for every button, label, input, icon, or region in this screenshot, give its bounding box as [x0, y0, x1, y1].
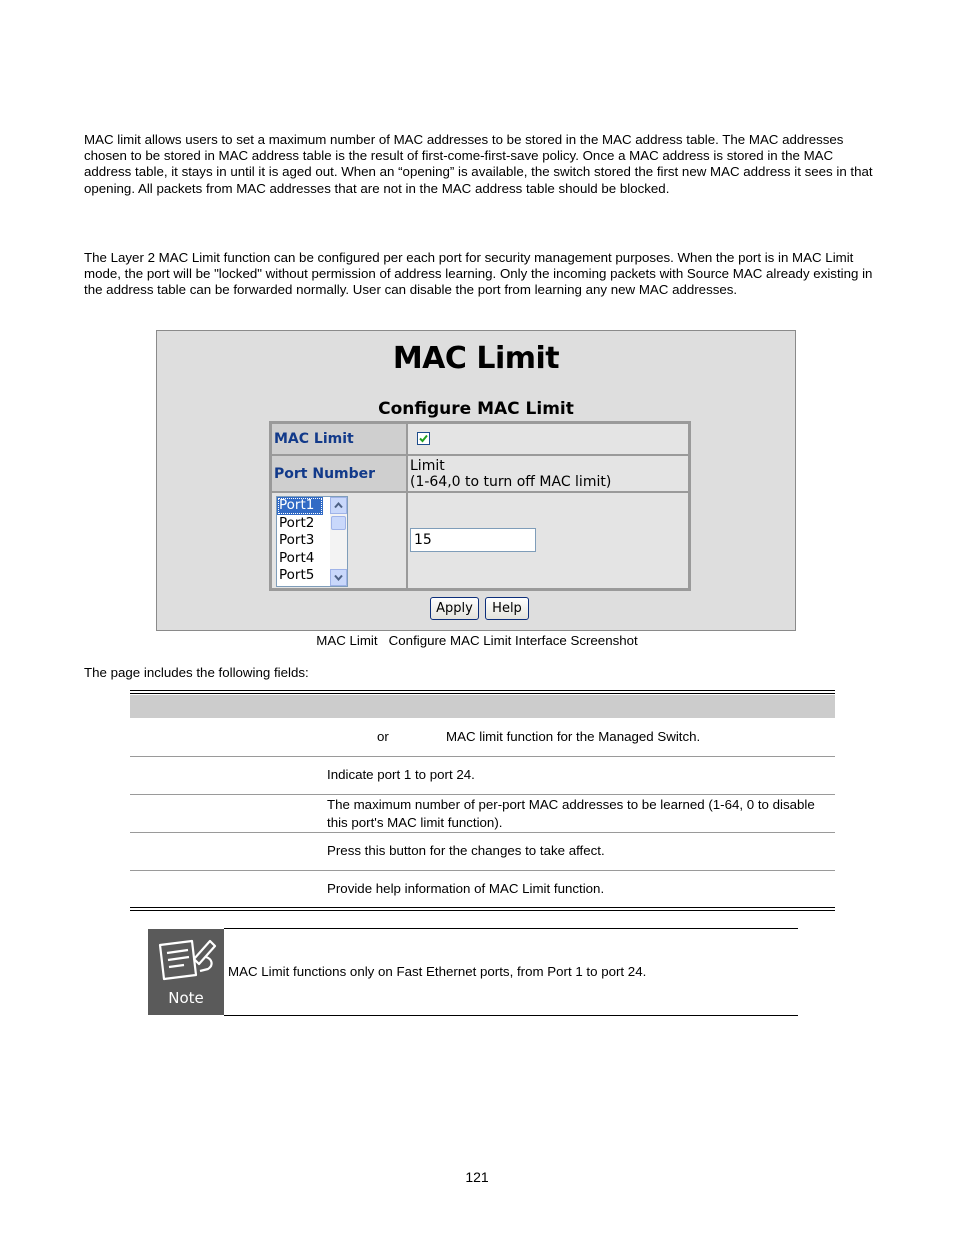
fields-intro: The page includes the following fields: — [84, 665, 309, 680]
page-number: 121 — [465, 1169, 489, 1185]
port-listbox[interactable] — [276, 496, 348, 587]
table-row — [130, 757, 835, 795]
port-option-5[interactable]: Port5 — [279, 567, 315, 584]
apply-button[interactable]: Apply — [430, 597, 479, 620]
mac-limit-checkbox[interactable] — [417, 432, 430, 445]
scroll-up-button[interactable] — [330, 497, 347, 514]
table-row — [130, 871, 835, 907]
caption-part-2: Configure MAC Limit Interface Screenshot — [388, 633, 638, 648]
limit-label: Limit — [410, 458, 445, 474]
figure-caption — [0, 633, 954, 648]
description-cell: Press this button for the changes to take affect. — [327, 843, 605, 858]
note-label: Note — [168, 989, 204, 1007]
mac-limit-label: MAC Limit — [271, 423, 407, 455]
note-icon — [148, 929, 224, 1015]
intro-paragraph-2: The Layer 2 MAC Limit function can be configured per each port for security management purposes. When the port is in MAC Limit mode, the port will be "locked" without permission of address learning. Only the incoming packets with Source MAC already existing in the address table can be forwarded normally. User can disable the port from learning any new MAC addresses. — [84, 250, 873, 298]
limit-input[interactable] — [410, 528, 536, 552]
description-text: MAC limit function for the Managed Switch. — [446, 729, 701, 744]
table-row — [130, 795, 835, 833]
port-option-2[interactable]: Port2 — [279, 514, 315, 531]
notepad-pen-icon — [148, 929, 224, 989]
scroll-thumb[interactable] — [331, 516, 346, 530]
description-cell: Indicate port 1 to port 24. — [327, 767, 475, 782]
mac-limit-screenshot — [156, 330, 796, 631]
table-header — [130, 695, 835, 718]
note-text: MAC Limit functions only on Fast Ethernet ports, from Port 1 to port 24. — [228, 964, 647, 979]
intro-paragraph-1: MAC limit allows users to set a maximum number of MAC addresses to be stored in the MAC address table. The MAC addresses chosen to be stored in MAC address table is the result of first-come-first-save policy. Once a MAC address is stored in the MAC address table, it stays in until it is aged out. When an “opening” is available, the switch stored the first new MAC address it sees in that opening. All packets from MAC addresses that are not in the MAC address table should be blocked. — [84, 132, 873, 196]
note-top-rule — [224, 928, 798, 929]
port-list-cell — [271, 492, 407, 589]
table-top-rule — [130, 690, 835, 691]
port-option-3[interactable]: Port3 — [279, 532, 315, 549]
description-cell: Provide help information of MAC Limit function. — [327, 881, 605, 896]
table-top-rule-2 — [130, 693, 835, 694]
screenshot-title: MAC Limit — [392, 341, 560, 376]
table-row — [130, 833, 835, 871]
limit-range-hint: (1-64,0 to turn off MAC limit) — [410, 474, 612, 490]
chevron-up-icon — [331, 498, 346, 513]
limit-header-cell — [407, 455, 689, 492]
mac-limit-value-cell — [407, 423, 689, 455]
scroll-down-button[interactable] — [330, 569, 347, 586]
description-prefix: or — [377, 729, 389, 744]
caption-part-1: MAC Limit — [316, 633, 378, 648]
screenshot-subtitle: Configure MAC Limit — [378, 399, 574, 419]
limit-input-cell — [407, 492, 689, 589]
note-bottom-rule — [224, 1015, 798, 1016]
port-number-label: Port Number — [271, 455, 407, 492]
port-option-4[interactable]: Port4 — [279, 549, 315, 566]
port-option-1[interactable]: Port1 — [277, 497, 323, 515]
port-list-scrollbar[interactable] — [330, 497, 347, 586]
table-bottom-rule-2 — [130, 910, 835, 911]
chevron-down-icon — [331, 570, 346, 585]
check-icon — [418, 433, 429, 444]
table-bottom-rule — [130, 907, 835, 908]
help-button[interactable]: Help — [485, 597, 529, 620]
description-cell: The maximum number of per-port MAC addresses to be learned (1-64, 0 to disable this port's MAC limit function). — [327, 797, 815, 830]
table-row — [130, 718, 835, 757]
configure-mac-limit-form — [269, 421, 691, 591]
